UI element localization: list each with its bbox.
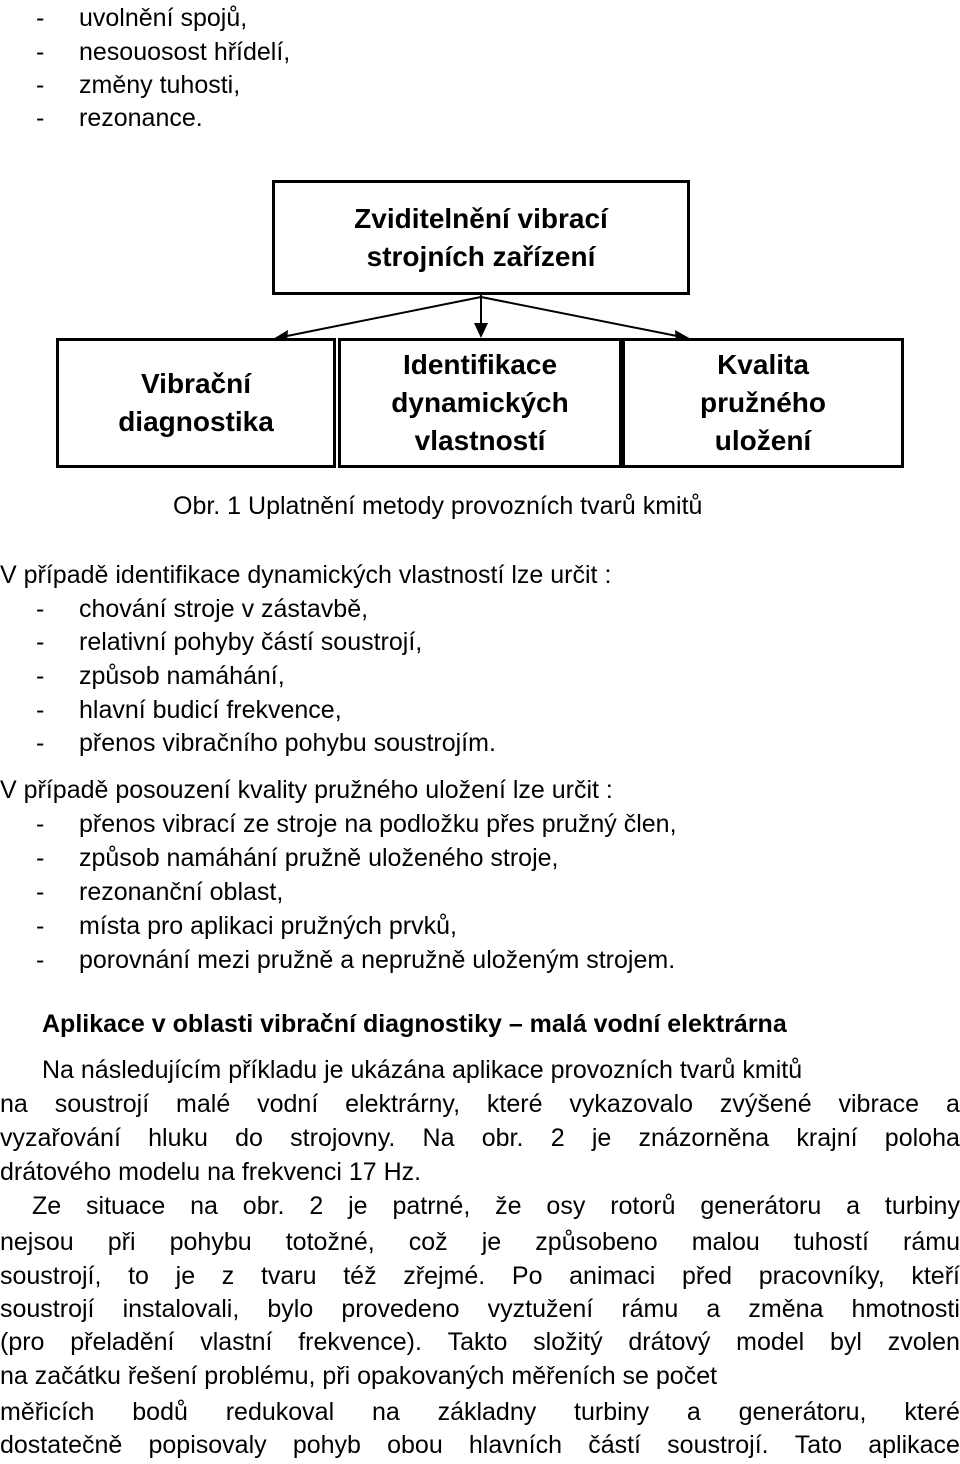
paragraph-line: drátového modelu na frekvenci 17 Hz. [0, 1158, 422, 1186]
paragraph-line: dostatečně popisovaly pohyb obou hlavních částí soustrojí. Tato aplikace [0, 1431, 960, 1459]
paragraph-line: soustrojí instalovali, bylo provedeno vyztužení rámu a změna hmotnosti [0, 1295, 960, 1323]
paragraph-line: Na následujícím příkladu je ukázána aplikace provozních tvarů kmitů [42, 1056, 803, 1084]
paragraph-line: vyzařování hluku do strojovny. Na obr. 2 je znázorněna krajní poloha [0, 1124, 960, 1152]
paragraph-line: měřicích bodů redukoval na základny turbiny a generátoru, které [0, 1398, 960, 1426]
section2-intro: V případě posouzení kvality pružného uložení lze určit : [0, 776, 613, 804]
figure-caption: Obr. 1 Uplatnění metody provozních tvarů kmitů [173, 492, 703, 520]
diagram-child-box-kvalita: Kvalita pružného uložení [622, 338, 904, 468]
section-heading: Aplikace v oblasti vibrační diagnostiky – malá vodní elektrárna [42, 1010, 787, 1038]
paragraph-line: (pro přeladění vlastní frekvence). Takto složitý drátový model byl zvolen [0, 1328, 960, 1356]
section1-intro: V případě identifikace dynamických vlastností lze určit : [0, 561, 612, 589]
paragraph-line: na začátku řešení problému, při opakovaných měřeních se počet [0, 1362, 718, 1390]
paragraph-line: nejsou při pohybu totožné, což je způsobeno malou tuhostí rámu [0, 1228, 960, 1256]
paragraph-line: Ze situace na obr. 2 je patrné, že osy rotorů generátoru a turbiny [32, 1192, 960, 1220]
paragraph-line: soustrojí, to je z tvaru též zřejmé. Po animaci před pracovníky, kteří [0, 1262, 960, 1290]
diagram-child-box-vibracni: Vibrační diagnostika [56, 338, 336, 468]
diagram-child-box-identifikace: Identifikace dynamických vlastností [338, 338, 622, 468]
diagram-root-box: Zviditelnění vibrací strojních zařízení [272, 180, 690, 295]
paragraph-line: na soustrojí malé vodní elektrárny, které vykazovalo zvýšené vibrace a [0, 1090, 960, 1118]
